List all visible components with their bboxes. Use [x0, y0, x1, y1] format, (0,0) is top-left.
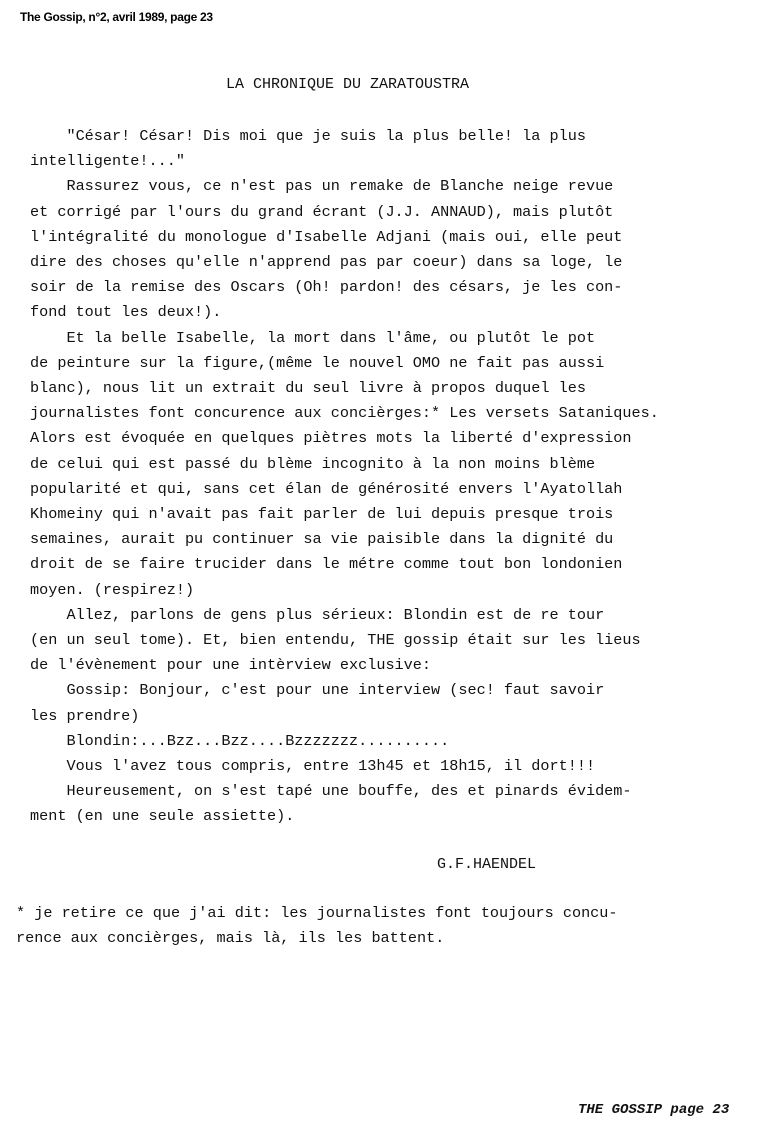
- footnote: [16, 901, 756, 951]
- body-line: popularité et qui, sans cet élan de générosité envers l'Ayatollah: [30, 479, 623, 498]
- body-line: Heureusement, on s'est tapé une bouffe, des et pinards évidem-: [30, 782, 632, 801]
- chronicle-title: LA CHRONIQUE DU ZARATOUSTRA: [226, 76, 470, 93]
- body-line: de peinture sur la figure,(même le nouvel OMO ne fait pas aussi: [30, 353, 605, 372]
- body-line: Vous l'avez tous compris, entre 13h45 et 18h15, il dort!!!: [30, 757, 596, 776]
- body-line: journalistes font concurence aux concièrges:* Les versets Sataniques.: [30, 404, 659, 423]
- body-line: blanc), nous lit un extrait du seul livre à propos duquel les: [30, 379, 586, 398]
- body-line: de l'évènement pour une intèrview exclusive:: [30, 656, 432, 675]
- body-line: et corrigé par l'ours du grand écrant (J.J. ANNAUD), mais plutôt: [30, 202, 614, 221]
- body-line: Khomeiny qui n'avait pas fait parler de lui depuis presque trois: [30, 505, 614, 524]
- article-body: [30, 124, 760, 830]
- body-line: Rassurez vous, ce n'est pas un remake de Blanche neige revue: [30, 177, 614, 196]
- body-line: droit de se faire trucider dans le métre comme tout bon londonien: [30, 555, 623, 574]
- footnote-line: * je retire ce que j'ai dit: les journalistes font toujours concu-: [16, 904, 618, 922]
- body-line: Alors est évoquée en quelques piètres mots la liberté d'expression: [30, 429, 632, 448]
- body-line: ment (en une seule assiette).: [30, 807, 295, 826]
- author-signature: G.F.HAENDEL: [437, 856, 537, 873]
- running-header: The Gossip, n°2, avril 1989, page 23: [20, 10, 213, 24]
- body-line: Allez, parlons de gens plus sérieux: Blondin est de re tour: [30, 605, 605, 624]
- footnote-line: rence aux concièrges, mais là, ils les battent.: [16, 929, 445, 947]
- body-line: semaines, aurait pu continuer sa vie paisible dans la dignité du: [30, 530, 614, 549]
- body-line: dire des choses qu'elle n'apprend pas par coeur) dans sa loge, le: [30, 253, 623, 272]
- body-line: (en un seul tome). Et, bien entendu, THE gossip était sur les lieus: [30, 631, 641, 650]
- page-footer: THE GOSSIP page 23: [578, 1102, 730, 1118]
- body-line: l'intégralité du monologue d'Isabelle Adjani (mais oui, elle peut: [30, 227, 623, 246]
- body-line: moyen. (respirez!): [30, 580, 195, 599]
- body-line: Blondin:...Bzz...Bzz....Bzzzzzzz..........: [30, 731, 450, 750]
- body-line: les prendre): [30, 706, 140, 725]
- body-line: "César! César! Dis moi que je suis la plus belle! la plus: [30, 127, 586, 145]
- body-line: soir de la remise des Oscars (Oh! pardon! des césars, je les con-: [30, 278, 623, 297]
- body-line: fond tout les deux!).: [30, 303, 222, 322]
- body-line: Et la belle Isabelle, la mort dans l'âme, ou plutôt le pot: [30, 328, 596, 347]
- body-line: de celui qui est passé du blème incognito à la non moins blème: [30, 454, 596, 473]
- body-line: intelligente!...": [30, 152, 185, 171]
- body-line: Gossip: Bonjour, c'est pour une interview (sec! faut savoir: [30, 681, 605, 700]
